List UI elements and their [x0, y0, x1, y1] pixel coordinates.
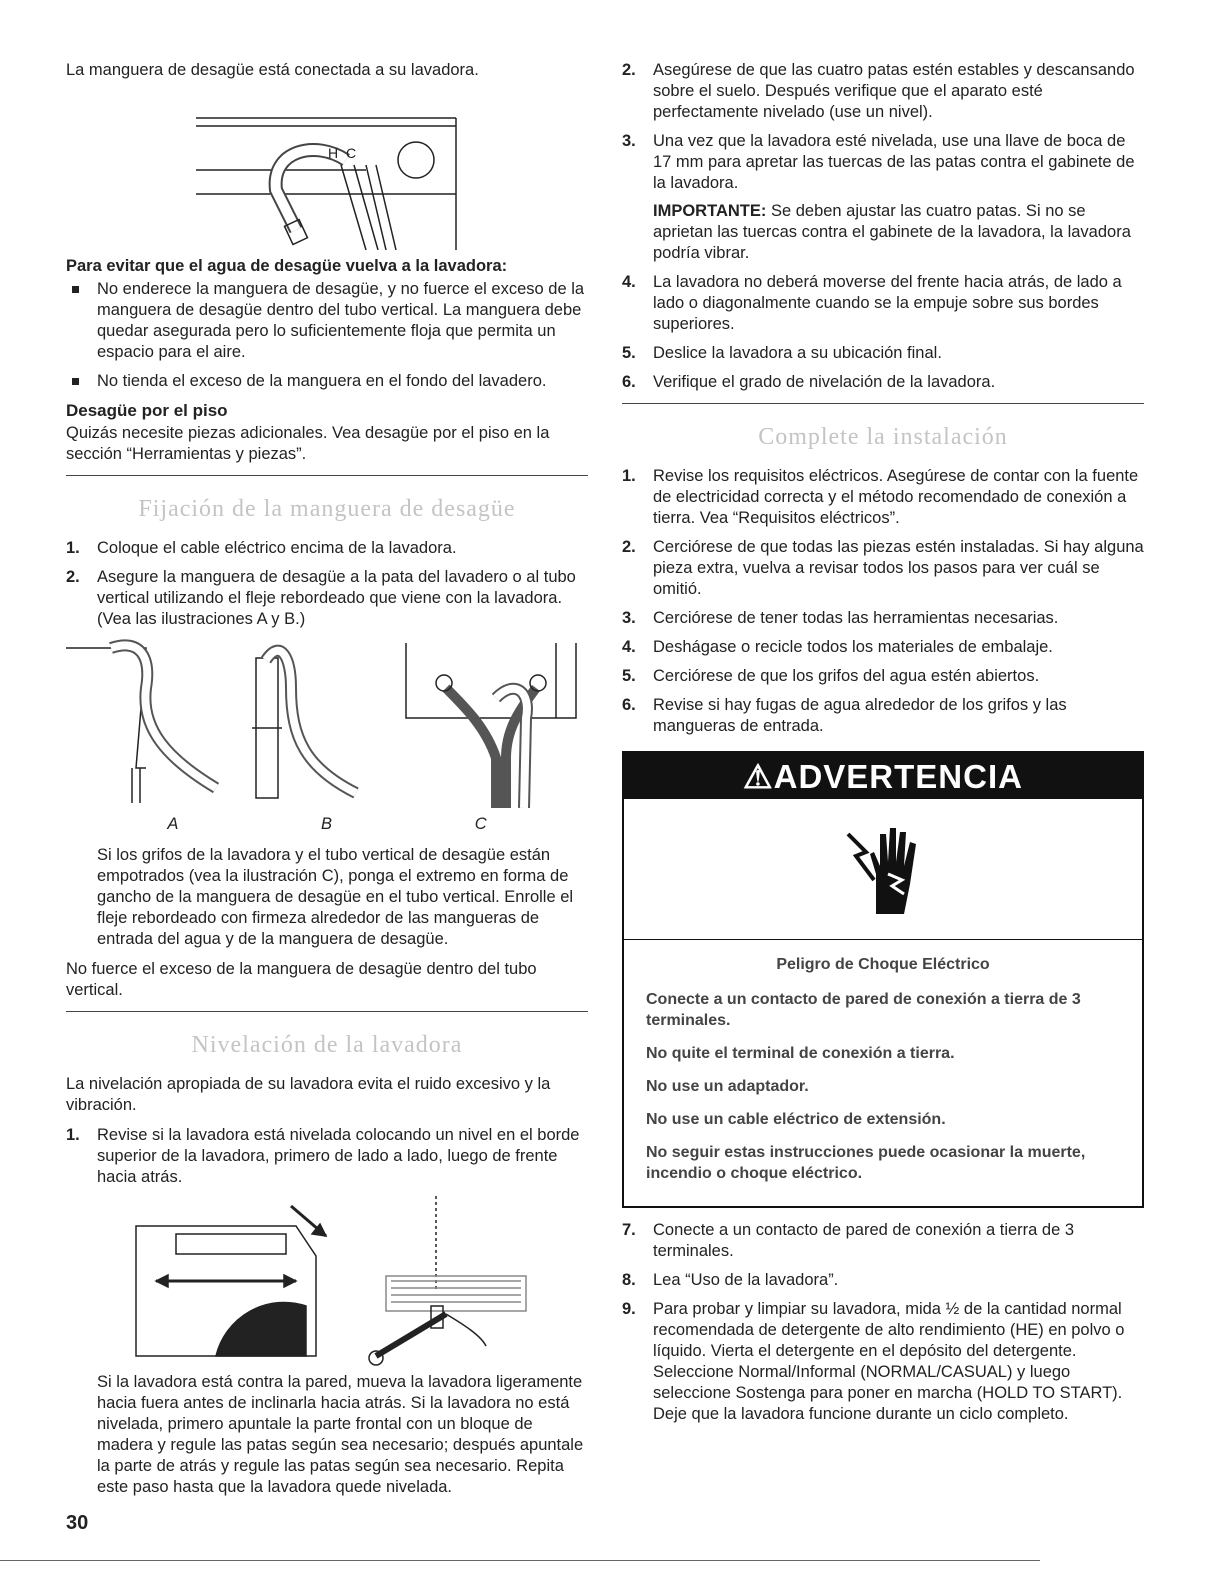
- important-note: IMPORTANTE: Se deben ajustar las cuatro patas. Si no se aprietan las tuercas contra el gabinete de la lavadora, la lavadora podría vibrar.: [653, 202, 1131, 262]
- divider: [66, 475, 588, 476]
- section-title-drain-hose-fixing: Fijación de la manguera de desagüe: [138, 496, 516, 522]
- electric-shock-hand-icon: [838, 814, 928, 924]
- page-number: 30: [66, 1512, 89, 1534]
- list-item: 1. Coloque el cable eléctrico encima de la lavadora.: [66, 539, 457, 557]
- svg-text:H: H: [328, 145, 339, 161]
- complete-installation-steps: [622, 466, 1144, 737]
- right-column: [622, 60, 1144, 1433]
- list-item: 3. Cerciórese de tener todas las herramientas necesarias.: [622, 609, 1059, 627]
- final-steps: [622, 1220, 1144, 1425]
- footer-rule: [0, 1560, 1040, 1561]
- list-item: 5. Cerciórese de que los grifos del agua estén abiertos.: [622, 667, 1040, 685]
- list-item: 2. Cerciórese de que todas las piezas estén instaladas. Si hay alguna pieza extra, vuelva a revisar todos los pasos para ver cuál se omitió.: [622, 538, 1144, 598]
- list-item: 6. Revise si hay fugas de agua alrededor de los grifos y las mangueras de entrada.: [622, 696, 1067, 735]
- list-item: 6. Verifique el grado de nivelación de la lavadora.: [622, 373, 996, 391]
- bullet-icon: [72, 378, 79, 385]
- warning-line: Conecte a un contacto de pared de conexión a tierra de 3 terminales.: [646, 991, 1081, 1029]
- warning-line: No seguir estas instrucciones puede ocasionar la muerte, incendio o choque eléctrico.: [646, 1144, 1086, 1182]
- list-item: 1. Revise los requisitos eléctricos. Asegúrese de contar con la fuente de electricidad correcta y el método recomendado de conexión a tierra. Vea “Requisitos eléctricos”.: [622, 467, 1139, 527]
- list-item: No enderece la manguera de desagüe, y no fuerce el exceso de la manguera de desagüe dentro del tubo vertical. La manguera debe quedar asegurada pero lo suficientemente floja que permita un espacio para el aire.: [66, 279, 588, 363]
- warning-line: No use un adaptador.: [646, 1078, 809, 1095]
- figure-caption-c: C: [474, 815, 487, 833]
- section-title-complete-installation: Complete la instalación: [758, 424, 1008, 450]
- divider: [66, 1011, 588, 1012]
- list-item: 2. Asegúrese de que las cuatro patas estén estables y descansando sobre el suelo. Después verifique que el aparato esté perfectamente nivelado (use un nivel).: [622, 61, 1135, 121]
- warning-triangle-icon: ⚠: [743, 758, 774, 795]
- warning-box: [622, 751, 1144, 1208]
- section-title-leveling: Nivelación de la lavadora: [191, 1032, 463, 1058]
- leveling-note: Si la lavadora está contra la pared, mueva la lavadora ligeramente hacia fuera antes de inclinarla hacia atrás. Si la lavadora no está nivelada, primero apuntale la parte frontal con un bloque de madera y regule las patas según sea necesario; después apuntale la parte de atrás y regule las patas según sea necesario. Repita este paso hasta que la lavadora quede nivelada.: [97, 1373, 584, 1496]
- list-item: 7. Conecte a un contacto de pared de conexión a tierra de 3 terminales.: [622, 1221, 1075, 1260]
- leveling-steps-left: [66, 1125, 588, 1188]
- list-item: 9. Para probar y limpiar su lavadora, mida ½ de la cantidad normal recomendada de detergente de alto rendimiento (HE) en polvo o líquido. Vierta el detergente en el depósito del detergente. Seleccione Normal/Informal (NORMAL/CASUAL) y luego seleccione Sostenga para poner en marcha (HOLD TO START). Deje que la lavadora funcione durante un ciclo completo.: [622, 1300, 1125, 1423]
- bullet-icon: [72, 286, 79, 293]
- warning-line: No use un cable eléctrico de extensión.: [646, 1111, 946, 1128]
- drain-hose-connected-illustration: [66, 90, 588, 250]
- list-item: 1. Revise si la lavadora está nivelada colocando un nivel en el borde superior de la lavadora, primero de lado a lado, luego de frente hacia atrás.: [66, 1126, 580, 1186]
- svg-text:C: C: [346, 145, 357, 161]
- divider: [622, 403, 1144, 404]
- figure-captions: [66, 814, 588, 835]
- drain-hose-fixing-illustrations: [66, 638, 588, 808]
- floor-drain-title: Desagüe por el piso: [66, 401, 228, 420]
- leveling-steps-right: [622, 60, 1144, 393]
- drain-hose-fix-steps: [66, 538, 588, 630]
- list-item: 2. Asegure la manguera de desagüe a la pata del lavadero o al tubo vertical utilizando el fleje rebordeado que viene con la lavadora. (Vea las ilustraciones A y B.): [66, 568, 576, 628]
- figure-caption-a: A: [167, 815, 179, 833]
- no-force-note: No fuerce el exceso de la manguera de desagüe dentro del tubo vertical.: [66, 960, 537, 999]
- floor-drain-text: Quizás necesite piezas adicionales. Vea desagüe por el piso en la sección “Herramientas y piezas”.: [66, 424, 550, 463]
- leveling-illustration: [66, 1196, 588, 1366]
- warning-body: [624, 940, 1142, 1206]
- figure-caption-b: B: [321, 815, 333, 833]
- list-item: 4. Deshágase o recicle todos los materiales de embalaje.: [622, 638, 1053, 656]
- list-item: 3. Una vez que la lavadora esté nivelada, use una llave de boca de 17 mm para apretar las tuercas de las patas contra el gabinete de la lavadora. IMPORTANTE: Se deben ajustar las cuatro patas. Si no se aprietan las tuercas contra el gabinete de la lavadora, la lavadora podría vibrar.: [622, 131, 1144, 264]
- left-column: [66, 60, 588, 1507]
- leveling-intro: La nivelación apropiada de su lavadora evita el ruido excesivo y la vibración.: [66, 1075, 551, 1114]
- list-item: 8. Lea “Uso de la lavadora”.: [622, 1271, 839, 1289]
- recessed-faucets-note: Si los grifos de la lavadora y el tubo vertical de desagüe están empotrados (vea la ilustración C), ponga el extremo en forma de gancho de la manguera de desagüe en el tubo vertical. Enrolle el fleje rebordeado con firmeza alrededor de las mangueras de entrada del agua y de la manguera de desagüe.: [97, 846, 574, 948]
- warning-header: ⚠ADVERTENCIA: [624, 753, 1142, 799]
- list-item: 5. Deslice la lavadora a su ubicación final.: [622, 344, 942, 362]
- drain-hose-intro: La manguera de desagüe está conectada a su lavadora.: [66, 61, 479, 79]
- prevent-backflow-list: [66, 279, 588, 392]
- list-item: 4. La lavadora no deberá moverse del frente hacia atrás, de lado a lado o diagonalmente cuando se la empuje sobre sus bordes superiores.: [622, 273, 1122, 333]
- prevent-backflow-title: Para evitar que el agua de desagüe vuelva a la lavadora:: [66, 257, 508, 275]
- warning-line: No quite el terminal de conexión a tierra.: [646, 1045, 955, 1062]
- list-item: No tienda el exceso de la manguera en el fondo del lavadero.: [66, 371, 588, 392]
- hazard-title: Peligro de Choque Eléctrico: [776, 956, 990, 973]
